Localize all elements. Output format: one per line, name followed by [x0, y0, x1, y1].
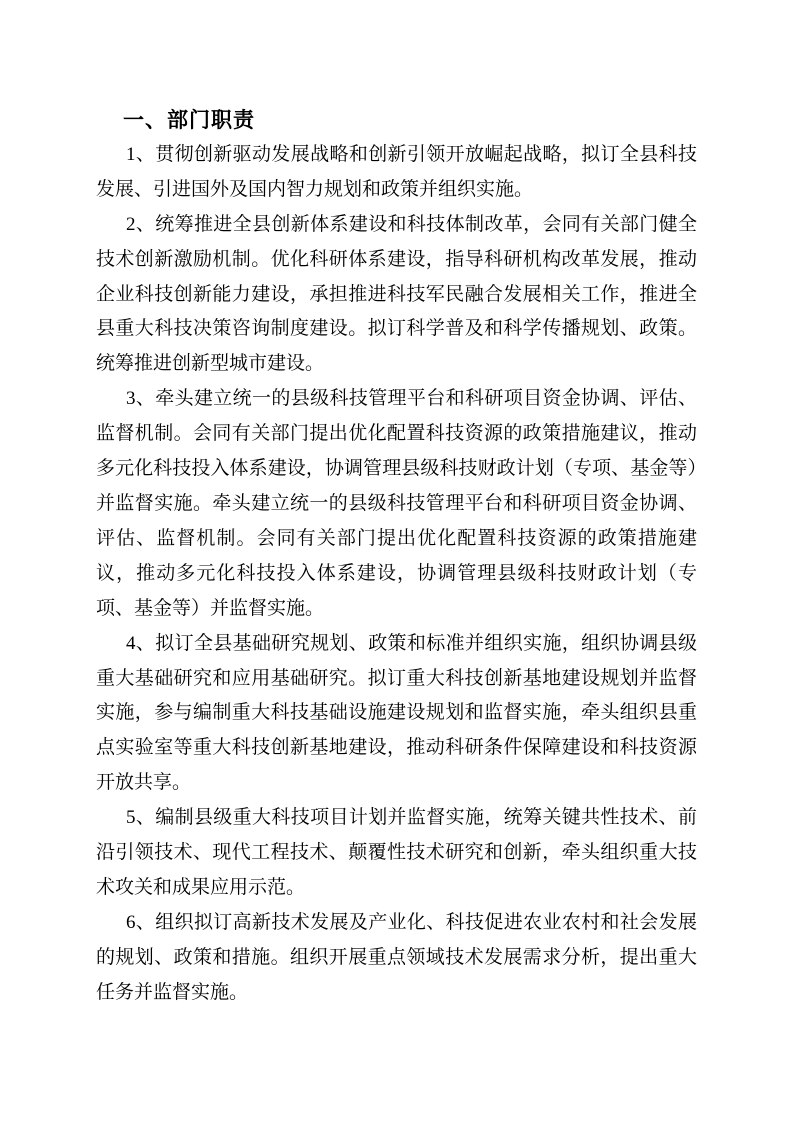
paragraph-duty-3: 3、牵头建立统一的县级科技管理平台和科研项目资金协调、评估、监督机制。会同有关部门提出优化配置科技资源的政策措施建议，推动多元化科技投入体系建设，协调管理县级科技财政计划（专项、基金等）并监督实施。牵头建立统一的县级科技管理平台和科研项目资金协调、评估、监督机制。会同有关部门提出优化配置科技资源的政策措施建议，推动多元化科技投入体系建设，协调管理县级科技财政计划（专项、基金等）并监督实施。 — [96, 388, 697, 619]
section-heading: 一、部门职责 — [123, 108, 255, 132]
paragraph-duty-1: 1、贯彻创新驱动发展战略和创新引领开放崛起战略，拟订全县科技发展、引进国外及国内智力规划和政策并组织实施。 — [96, 143, 697, 200]
paragraph-duty-4: 4、拟订全县基础研究规划、政策和标准并组织实施，组织协调县级重大基础研究和应用基础研究。拟订重大科技创新基地建设规划并监督实施，参与编制重大科技基础设施建设规划和监督实施，牵头组织县重点实验室等重大科技创新基地建设，推动科研条件保障建设和科技资源开放共享。 — [96, 632, 697, 794]
paragraph-duty-6: 6、组织拟订高新技术发展及产业化、科技促进农业农村和社会发展的规划、政策和措施。组织开展重点领域技术发展需求分析，提出重大任务并监督实施。 — [96, 911, 697, 1003]
document-body — [96, 103, 697, 1011]
paragraph-duty-5: 5、编制县级重大科技项目计划并监督实施，统筹关键共性技术、前沿引领技术、现代工程技术、颠覆性技术研究和创新，牵头组织重大技术攻关和成果应用示范。 — [96, 807, 697, 898]
paragraph-duty-2: 2、统筹推进全县创新体系建设和科技体制改革，会同有关部门健全技术创新激励机制。优化科研体系建设，指导科研机构改革发展，推动企业科技创新能力建设，承担推进科技军民融合发展相关工作，推进全县重大科技决策咨询制度建设。拟订科学普及和科学传播规划、政策。统筹推进创新型城市建设。 — [96, 213, 697, 375]
